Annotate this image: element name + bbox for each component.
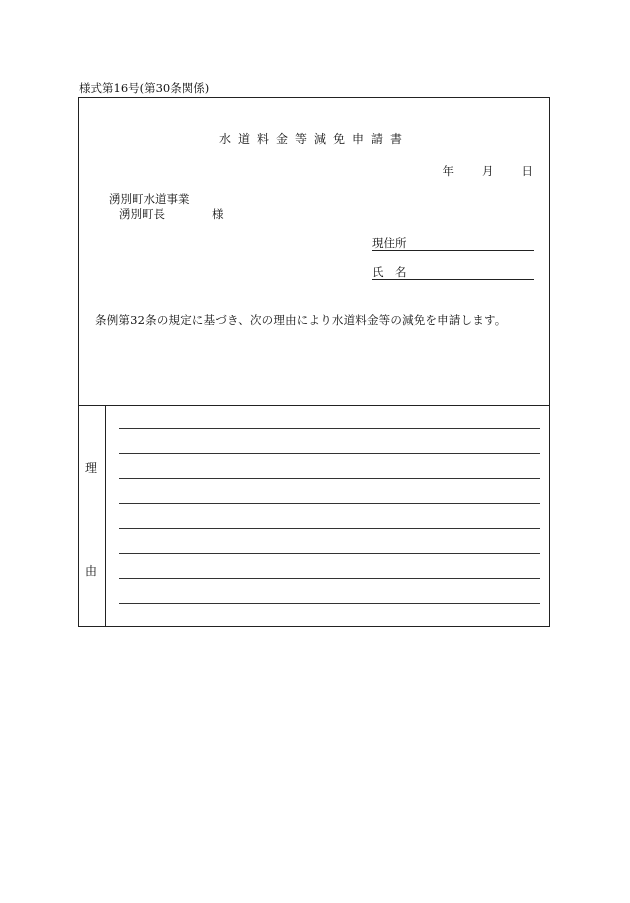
name-label: 氏 名 [372, 265, 407, 279]
form-upper-section [79, 98, 549, 406]
address-label: 現住所 [372, 236, 407, 250]
form-title: 水道料金等減免申請書 [218, 132, 409, 146]
name-field[interactable] [372, 264, 534, 280]
reason-line[interactable] [119, 553, 540, 554]
recipient-honorific: 様 [212, 207, 224, 221]
reason-line[interactable] [119, 578, 540, 579]
date-field[interactable] [443, 163, 534, 179]
reason-section [79, 405, 549, 626]
reason-label-char2: 由 [85, 564, 98, 578]
month-label: 月 [482, 164, 494, 178]
application-form [78, 97, 550, 627]
year-label: 年 [442, 164, 454, 178]
reason-line[interactable] [119, 453, 540, 454]
reason-label-char1: 理 [85, 461, 98, 475]
application-statement: 条例第32条の規定に基づき、次の理由により水道料金等の減免を申請します。 [95, 313, 507, 327]
reason-line[interactable] [119, 428, 540, 429]
recipient-title: 湧別町長 [119, 207, 165, 221]
reason-line[interactable] [119, 478, 540, 479]
reason-line[interactable] [119, 603, 540, 604]
form-reference: 様式第16号(第30条関係) [79, 81, 210, 95]
reason-line[interactable] [119, 528, 540, 529]
recipient-organization: 湧別町水道事業 [109, 192, 190, 206]
address-field[interactable] [372, 235, 534, 251]
day-label: 日 [521, 164, 533, 178]
reason-label-column [79, 405, 106, 626]
reason-line[interactable] [119, 503, 540, 504]
